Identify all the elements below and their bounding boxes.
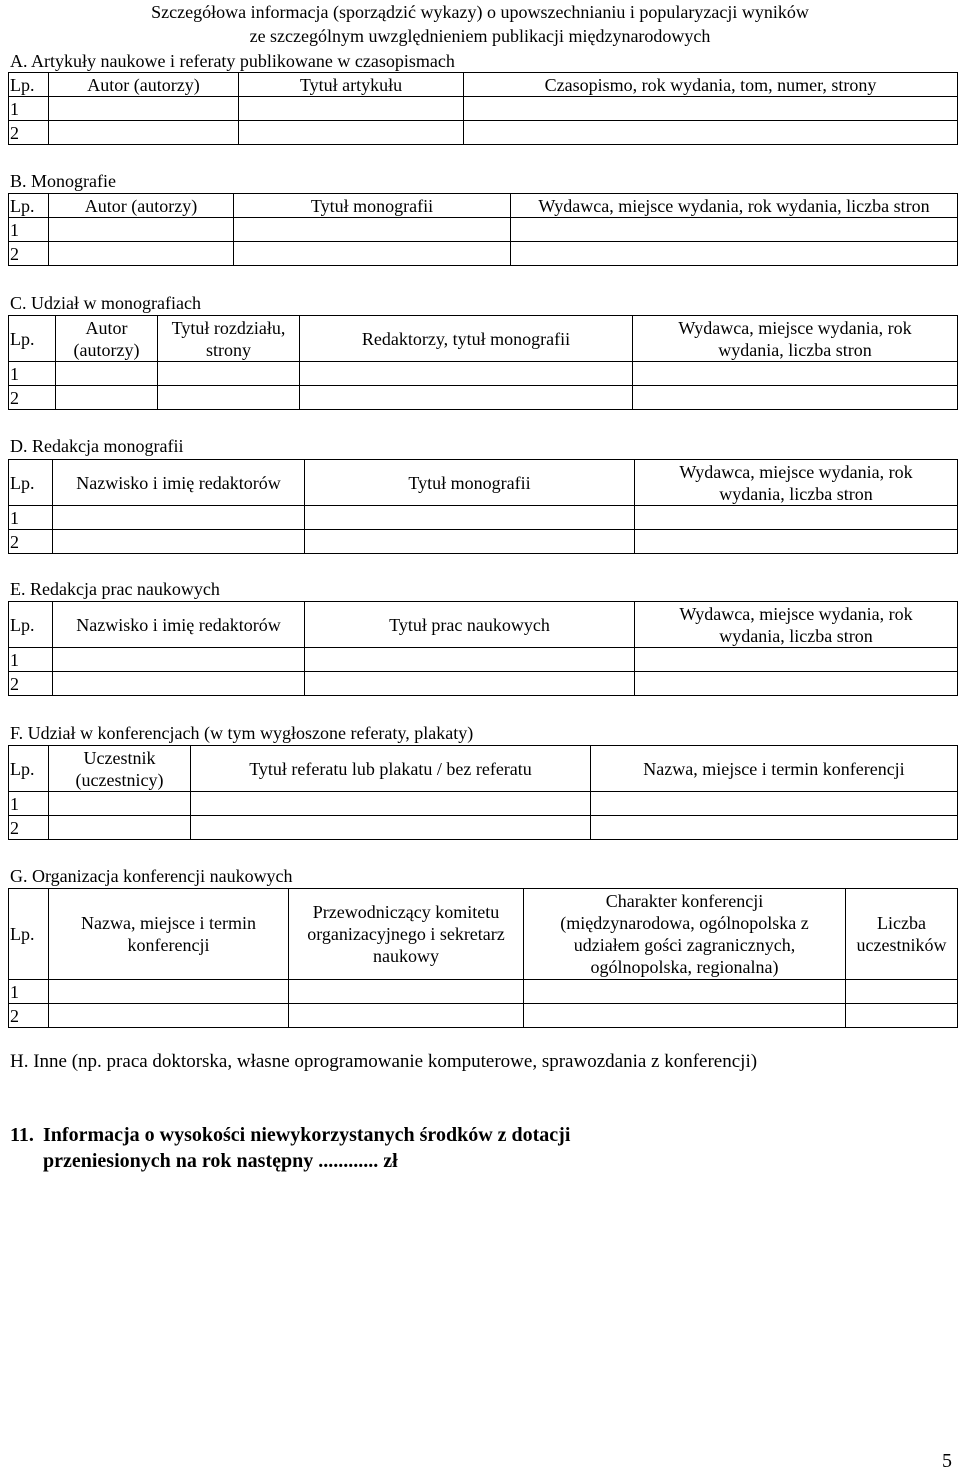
section-11-number: 11.: [10, 1124, 34, 1146]
header-author: Autor (autorzy): [49, 73, 239, 97]
table-row: [9, 792, 958, 816]
section-g-title: G. Organizacja konferencji naukowych: [10, 866, 293, 886]
cell[interactable]: [635, 648, 958, 672]
header-lp: Lp.: [9, 316, 56, 362]
header-editors: Nazwisko i imię redaktorów: [53, 460, 305, 506]
cell[interactable]: [234, 242, 511, 266]
row-number: 2: [9, 530, 53, 554]
table-row: [9, 218, 958, 242]
cell[interactable]: [305, 530, 635, 554]
section-f-table: [8, 745, 958, 840]
header-title: Tytuł monografii: [234, 194, 511, 218]
row-number: 1: [9, 362, 56, 386]
header-publisher: Wydawca, miejsce wydania, rok wydania, liczba stron: [635, 460, 958, 506]
header-title: Tytuł artykułu: [239, 73, 464, 97]
section-b-table: [8, 193, 958, 266]
section-11-line-2: przeniesionych na rok następny ............ zł: [43, 1150, 398, 1172]
header-participants-count: Liczba uczestników: [846, 889, 958, 980]
header-title: Tytuł prac naukowych: [305, 602, 635, 648]
cell[interactable]: [464, 97, 958, 121]
header-line-2: ze szczególnym uwzględnieniem publikacji międzynarodowych: [249, 26, 711, 46]
cell[interactable]: [635, 506, 958, 530]
header-lp: Lp.: [9, 460, 53, 506]
cell[interactable]: [56, 386, 158, 410]
cell[interactable]: [49, 218, 234, 242]
cell[interactable]: [511, 218, 958, 242]
cell[interactable]: [53, 648, 305, 672]
table-row: [9, 242, 958, 266]
header-lp: Lp.: [9, 746, 49, 792]
cell[interactable]: [158, 362, 300, 386]
header-participant: Uczestnik (uczestnicy): [49, 746, 191, 792]
section-a-table: [8, 72, 958, 145]
cell[interactable]: [49, 121, 239, 145]
cell[interactable]: [234, 218, 511, 242]
page-number: 5: [942, 1450, 952, 1472]
cell[interactable]: [305, 506, 635, 530]
row-number: 2: [9, 242, 49, 266]
row-number: 2: [9, 1004, 49, 1028]
cell[interactable]: [305, 648, 635, 672]
cell[interactable]: [56, 362, 158, 386]
section-f-title: F. Udział w konferencjach (w tym wygłoszone referaty, plakaty): [10, 723, 474, 743]
cell[interactable]: [239, 97, 464, 121]
cell[interactable]: [53, 672, 305, 696]
header-lp: Lp.: [9, 889, 49, 980]
section-11-line-1: Informacja o wysokości niewykorzystanych środków z dotacji: [43, 1124, 571, 1146]
cell[interactable]: [49, 980, 289, 1004]
cell[interactable]: [524, 1004, 846, 1028]
cell[interactable]: [300, 362, 633, 386]
section-e-table: [8, 601, 958, 696]
cell[interactable]: [633, 386, 958, 410]
section-c-title: C. Udział w monografiach: [10, 293, 201, 313]
header-chapter-title: Tytuł rozdziału, strony: [158, 316, 300, 362]
header-lp: Lp.: [9, 73, 49, 97]
header-conference-type: Charakter konferencji (międzynarodowa, ogólnopolska z udziałem gości zagranicznych, ogólnopolska, regionalna): [524, 889, 846, 980]
row-number: 2: [9, 672, 53, 696]
cell[interactable]: [591, 816, 958, 840]
table-row: [9, 672, 958, 696]
header-journal: Czasopismo, rok wydania, tom, numer, strony: [464, 73, 958, 97]
table-row: [9, 121, 958, 145]
cell[interactable]: [239, 121, 464, 145]
header-conference: Nazwa, miejsce i termin konferencji: [591, 746, 958, 792]
cell[interactable]: [635, 672, 958, 696]
header-lp: Lp.: [9, 194, 49, 218]
cell[interactable]: [846, 980, 958, 1004]
header-paper-title: Tytuł referatu lub plakatu / bez referatu: [191, 746, 591, 792]
cell[interactable]: [511, 242, 958, 266]
cell[interactable]: [53, 506, 305, 530]
cell[interactable]: [846, 1004, 958, 1028]
cell[interactable]: [49, 816, 191, 840]
row-number: 1: [9, 792, 49, 816]
header-title: Tytuł monografii: [305, 460, 635, 506]
header-committee: Przewodniczący komitetu organizacyjnego i sekretarz naukowy: [289, 889, 524, 980]
cell[interactable]: [524, 980, 846, 1004]
header-lp: Lp.: [9, 602, 53, 648]
cell[interactable]: [305, 672, 635, 696]
table-row: [9, 530, 958, 554]
header-author: Autor (autorzy): [56, 316, 158, 362]
cell[interactable]: [191, 816, 591, 840]
header-publisher: Wydawca, miejsce wydania, rok wydania, liczba stron: [633, 316, 958, 362]
document-header: [0, 0, 960, 48]
header-publisher: Wydawca, miejsce wydania, rok wydania, liczba stron: [635, 602, 958, 648]
section-c-table: [8, 315, 958, 410]
row-number: 2: [9, 386, 56, 410]
table-row: [9, 362, 958, 386]
cell[interactable]: [289, 980, 524, 1004]
cell[interactable]: [289, 1004, 524, 1028]
cell[interactable]: [191, 792, 591, 816]
row-number: 1: [9, 97, 49, 121]
cell[interactable]: [633, 362, 958, 386]
header-line-1: Szczegółowa informacja (sporządzić wykazy) o upowszechnianiu i popularyzacji wyników: [151, 2, 809, 22]
cell[interactable]: [49, 792, 191, 816]
row-number: 1: [9, 980, 49, 1004]
table-row: [9, 648, 958, 672]
header-editors: Redaktorzy, tytuł monografii: [300, 316, 633, 362]
row-number: 1: [9, 648, 53, 672]
section-a-title: A. Artykuły naukowe i referaty publikowane w czasopismach: [10, 51, 455, 71]
table-row: [9, 816, 958, 840]
row-number: 2: [9, 816, 49, 840]
header-publisher: Wydawca, miejsce wydania, rok wydania, liczba stron: [511, 194, 958, 218]
header-editors: Nazwisko i imię redaktorów: [53, 602, 305, 648]
cell[interactable]: [635, 530, 958, 554]
table-row: [9, 386, 958, 410]
cell[interactable]: [49, 1004, 289, 1028]
row-number: 1: [9, 218, 49, 242]
section-d-table: [8, 459, 958, 554]
header-author: Autor (autorzy): [49, 194, 234, 218]
cell[interactable]: [49, 97, 239, 121]
section-h-title: H. Inne (np. praca doktorska, własne oprogramowanie komputerowe, sprawozdania z konferencji): [10, 1051, 758, 1072]
table-row: [9, 1004, 958, 1028]
cell[interactable]: [49, 242, 234, 266]
table-row: [9, 506, 958, 530]
section-g-table: [8, 888, 958, 1028]
row-number: 1: [9, 506, 53, 530]
table-row: [9, 97, 958, 121]
cell[interactable]: [464, 121, 958, 145]
cell[interactable]: [53, 530, 305, 554]
cell[interactable]: [300, 386, 633, 410]
cell[interactable]: [158, 386, 300, 410]
table-row: [9, 980, 958, 1004]
section-e-title: E. Redakcja prac naukowych: [10, 579, 220, 599]
section-d-title: D. Redakcja monografii: [10, 436, 184, 456]
cell[interactable]: [591, 792, 958, 816]
header-conference-name: Nazwa, miejsce i termin konferencji: [49, 889, 289, 980]
section-b-title: B. Monografie: [10, 171, 116, 191]
row-number: 2: [9, 121, 49, 145]
